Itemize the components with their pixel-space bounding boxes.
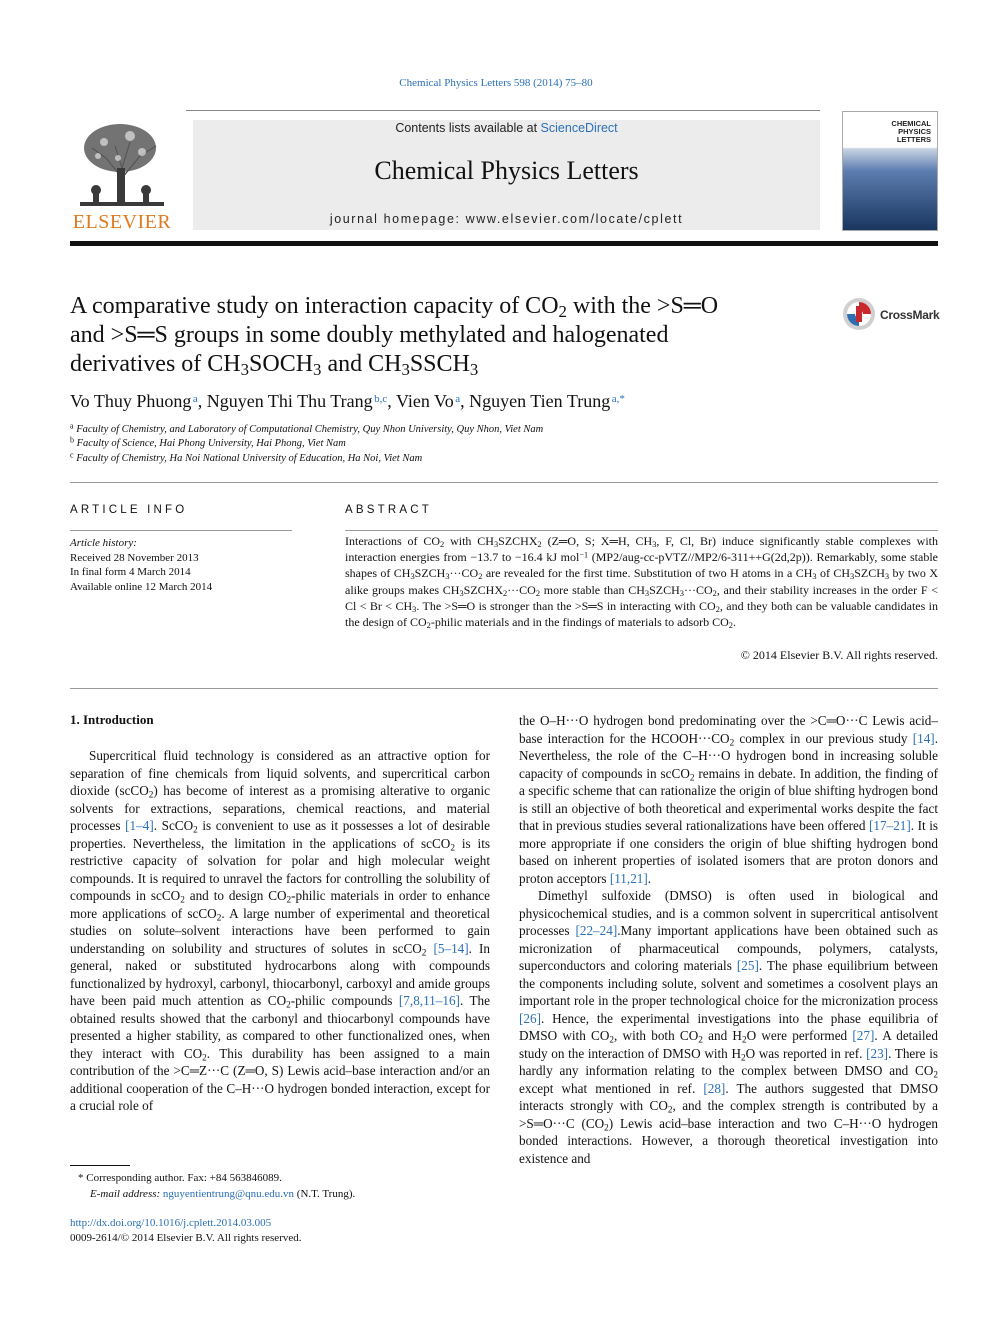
revised-date: In final form 4 March 2014 [70, 566, 191, 578]
body-column-left [70, 747, 490, 1115]
title-subscript: 3 [469, 360, 479, 380]
contents-prefix: Contents lists available at [395, 121, 541, 135]
citation-link[interactable]: [28] [703, 1080, 726, 1096]
article-title [70, 292, 830, 379]
abstract-copyright: © 2014 Elsevier B.V. All rights reserved. [740, 648, 938, 662]
journal-masthead [193, 120, 820, 230]
doi-block [70, 1216, 302, 1246]
author-list: Vo Thuy Phuong $^a$, Nguyen Thi Thu Trang $^{b,c}$, Vien Vo $^a$, Nguyen Tien Trung $^{a,*}$ [70, 391, 625, 411]
journal-title: Chemical Physics Letters [374, 156, 639, 185]
author-name[interactable]: Vo Thuy Phuong [70, 391, 192, 411]
title-subscript: 3 [401, 360, 410, 380]
footnote-text: Corresponding author. Fax: +84 563846089. [83, 1172, 282, 1184]
citation-link[interactable]: [5–14] [433, 940, 469, 956]
citation-link[interactable]: [17–21] [869, 818, 911, 833]
cover-title-line: LETTERS [896, 135, 931, 144]
citation-link[interactable]: [1–4] [125, 818, 154, 833]
author-affiliation-marker[interactable]: a [192, 393, 198, 406]
citation-link[interactable]: [23] [866, 1045, 889, 1061]
affiliation-key: a [70, 421, 74, 431]
citation-link[interactable]: [25] [736, 958, 759, 973]
citation-link[interactable]: [26] [519, 1010, 541, 1026]
citation-link[interactable]: [22–24] [575, 923, 618, 938]
corresponding-author-footnote [70, 1170, 490, 1202]
title-text: SOCH [249, 351, 314, 377]
affiliation-text: Faculty of Science, Hai Phong University, Hai Phong, Viet Nam [76, 438, 346, 449]
title-text: and >S═S groups in some doubly methylated and halogenated [70, 322, 669, 348]
header-rule [186, 110, 820, 111]
title-subscript: 2 [558, 302, 567, 322]
abstract-text: Interactions of $CO_2$ with $CH_3SZCHX_2$ (Z═O, S; X═H, $CH_3$, F, Cl, Br) induce significantly stable complexes with interaction energies from −13.7 to −16.4 kJ mol$^{-1}$ (MP2/aug-cc-pVTZ//MP2/6-311++G(2d,2p)). Remarkably, some stable shapes of $CH_3SZCH_3\cdot\cdot\cdot CO_2$ are revealed for the first time. Substitution of two H atoms in a $CH_3$ of $CH_3SZCH_3$ by two X alike groups makes $CH_3SZCHX_2\cdot\cdot\cdot CO_2$ more stable than $CH_3SZCH_3\cdot\cdot\cdot CO_2$, and their stability increases in the order $F < Cl < Br < CH_3$. The >S═O is stronger than the >S═S in interacting with $CO_2$, and they both can be valuable candidates in the design of $CO_2$-philic materials and in the findings of materials to adsorb $CO_2$. [345, 534, 939, 631]
affiliation-text: Faculty of Chemistry, and Laboratory of Computational Chemistry, Quy Nhon University, Quy Nhon, Viet Nam [76, 424, 544, 435]
title-subscript: 3 [240, 360, 250, 380]
body-paragraph: Supercritical fluid technology is considered as an attractive option for separation of fine chemicals from liquid solvents, and supercritical carbon dioxide (scCO$_2$) has become of interest as a promising alterative to organic solvents for extractions, separations, chemical reactions, and material processes [1–4]. ScCO$_2$ is convenient to use as it possesses a lot of desirable properties. Nevertheless, the limitation in the applications of scCO$_2$ is its restrictive capacity of solvation for polar and high molecular weight compounds. It is required to unravel the factors for controlling the solubility of compounds in scCO$_2$ and to design $CO_2$-philic materials in order to enhance more applications of scCO$_2$. A large number of experimental and theoretical studies on solute–solvent interactions have been performed to gain understanding on solubility and structures of solutes in scCO$_2$ [5–14]. In general, naked or substituted hydrocarbons along with compounds functionalized by hydroxyl, carbonyl, thiocarbonyl, carboxyl and amide groups have been paid much attention as $CO_2$-philic compounds [7,8,11–16]. The obtained results showed that the carbonyl and thiocarbonyl compounds have presented a higher stability, as compared to other functionalized ones, when they interact with $CO_2$. This durability has been assigned to a main contribution of the >C═Z···C (Z═O, S) Lewis acid–base interaction and/or an additional cooperation of the C–H···O hydrogen bonded interaction, except for a crucial role of [70, 748, 491, 1113]
abstract-heading: ABSTRACT [345, 504, 432, 516]
footnote-text: (N.T. Trung). [294, 1188, 356, 1200]
cover-title [891, 120, 931, 144]
journal-reference[interactable]: Chemical Physics Letters 598 (2014) 75–80 [399, 77, 593, 89]
author-name[interactable]: Nguyen Tien Trung [469, 391, 611, 411]
title-text: and CH [321, 351, 402, 377]
email-link[interactable]: nguyentientrung@qnu.edu.vn [162, 1188, 295, 1200]
history-label: Article history: [70, 537, 137, 549]
title-text: A comparative study on interaction capacity of CO [70, 293, 559, 319]
title-text: with the >S═O [566, 293, 719, 319]
abstract-rule [345, 530, 938, 531]
section-heading-introduction: 1. Introduction [70, 712, 154, 727]
affiliation-key: b [70, 435, 74, 445]
crossmark-button[interactable] [842, 297, 952, 333]
received-date: Received 28 November 2013 [70, 551, 199, 564]
title-text: derivatives of CH [70, 351, 241, 377]
author-affiliation-marker[interactable]: a,* [611, 393, 625, 406]
body-column-right [519, 712, 938, 1167]
affiliation [70, 435, 870, 449]
affiliation-rule [70, 482, 938, 483]
body-rule [70, 688, 938, 689]
footnote-marker: * [78, 1172, 84, 1184]
citation-link[interactable]: [7,8,11–16] [398, 993, 460, 1008]
citation-link[interactable]: [14] [912, 730, 935, 746]
crossmark-icon [842, 297, 876, 331]
author-affiliation-marker[interactable]: a [455, 393, 461, 406]
masthead-rule [70, 241, 938, 246]
article-history [70, 536, 292, 594]
online-date: Available online 12 March 2014 [70, 580, 213, 593]
author-affiliation-marker[interactable]: b,c [374, 393, 388, 406]
journal-cover-thumbnail[interactable] [842, 111, 938, 231]
email-label: E-mail address: [90, 1188, 163, 1200]
cover-title-line: PHYSICS [898, 127, 931, 136]
affiliation [70, 421, 870, 435]
sciencedirect-link[interactable]: ScienceDirect [540, 121, 618, 135]
article-info-rule [70, 530, 292, 531]
body-paragraph: the O–H···O hydrogen bond predominating over the >C═O···C Lewis acid–base interaction for the $HCOOH\cdot\cdot\cdot CO_2$ complex in our previous study [14]. Nevertheless, the role of the C–H···O hydrogen bond in increasing soluble capacity of compounds in scCO$_2$ remains in debate. In addition, the finding of a specific scheme that can rationalize the origin of blue shifting hydrogen bond is still an objective of both theoretical and experimental works despite the fact that in previous studies several rationalizations have been offered [17–21]. It is more appropriate if one considers the origin of blue shifting hydrogen bond based on inherent properties of isolated isomers that are proton donors and proton acceptors [11,21]. [519, 713, 938, 886]
author-name[interactable]: Nguyen Thi Thu Trang [206, 391, 373, 411]
journal-homepage-link[interactable]: journal homepage: www.elsevier.com/locate/cplett [329, 212, 684, 226]
title-subscript: 3 [313, 360, 322, 380]
citation-link[interactable]: [11,21] [609, 870, 648, 886]
cover-title-line: CHEMICAL [891, 119, 931, 128]
citation-link[interactable]: [27] [852, 1028, 875, 1043]
article-info-heading: ARTICLE INFO [70, 504, 188, 516]
body-paragraph: Dimethyl sulfoxide (DMSO) is often used in biological and physicochemical studies, and is a common solvent in supercritical antisolvent processes [22–24].Many important applications have been obtained such as micronization of pharmaceutical compounds, polymers, catalysts, superconductors and coloring materials [25]. The phase equilibrium between the components including solute, solvent and sometimes a cosolvent plays an important role in the proper technological choice for the micronization process [26]. Hence, the experimental investigations into the phase equilibria of DMSO with $CO_2$, with both $CO_2$ and $H_2O$ were performed [27]. A detailed study on the interaction of DMSO with $H_2O$ was reported in ref. [23]. There is hardly any information relating to the complex between DMSO and $CO_2$ except what mentioned in ref. [28]. The authors suggested that DMSO interacts strongly with $CO_2$, and the complex strength is contributed by a >S═O···C $(CO_2)$ Lewis acid–base interaction and two C–H···O hydrogen bonded interactions. However, a thorough theoretical investigation into existence and [519, 888, 939, 1166]
footnote-rule [70, 1165, 130, 1166]
issn-line: 0009-2614/© 2014 Elsevier B.V. All rights reserved. [70, 1232, 302, 1244]
doi-link[interactable]: http://dx.doi.org/10.1016/j.cplett.2014.03.005 [70, 1217, 272, 1229]
elsevier-wordmark: ELSEVIER [72, 211, 172, 233]
author-name[interactable]: Vien Vo [395, 391, 454, 411]
crossmark-label: CrossMark [880, 308, 940, 322]
affiliation-text: Faculty of Chemistry, Ha Noi National University of Education, Ha Noi, Viet Nam [76, 453, 423, 464]
affiliation-key: c [70, 450, 74, 460]
affiliation [70, 450, 870, 464]
contents-line [193, 121, 820, 135]
title-text: SSCH [409, 351, 470, 377]
